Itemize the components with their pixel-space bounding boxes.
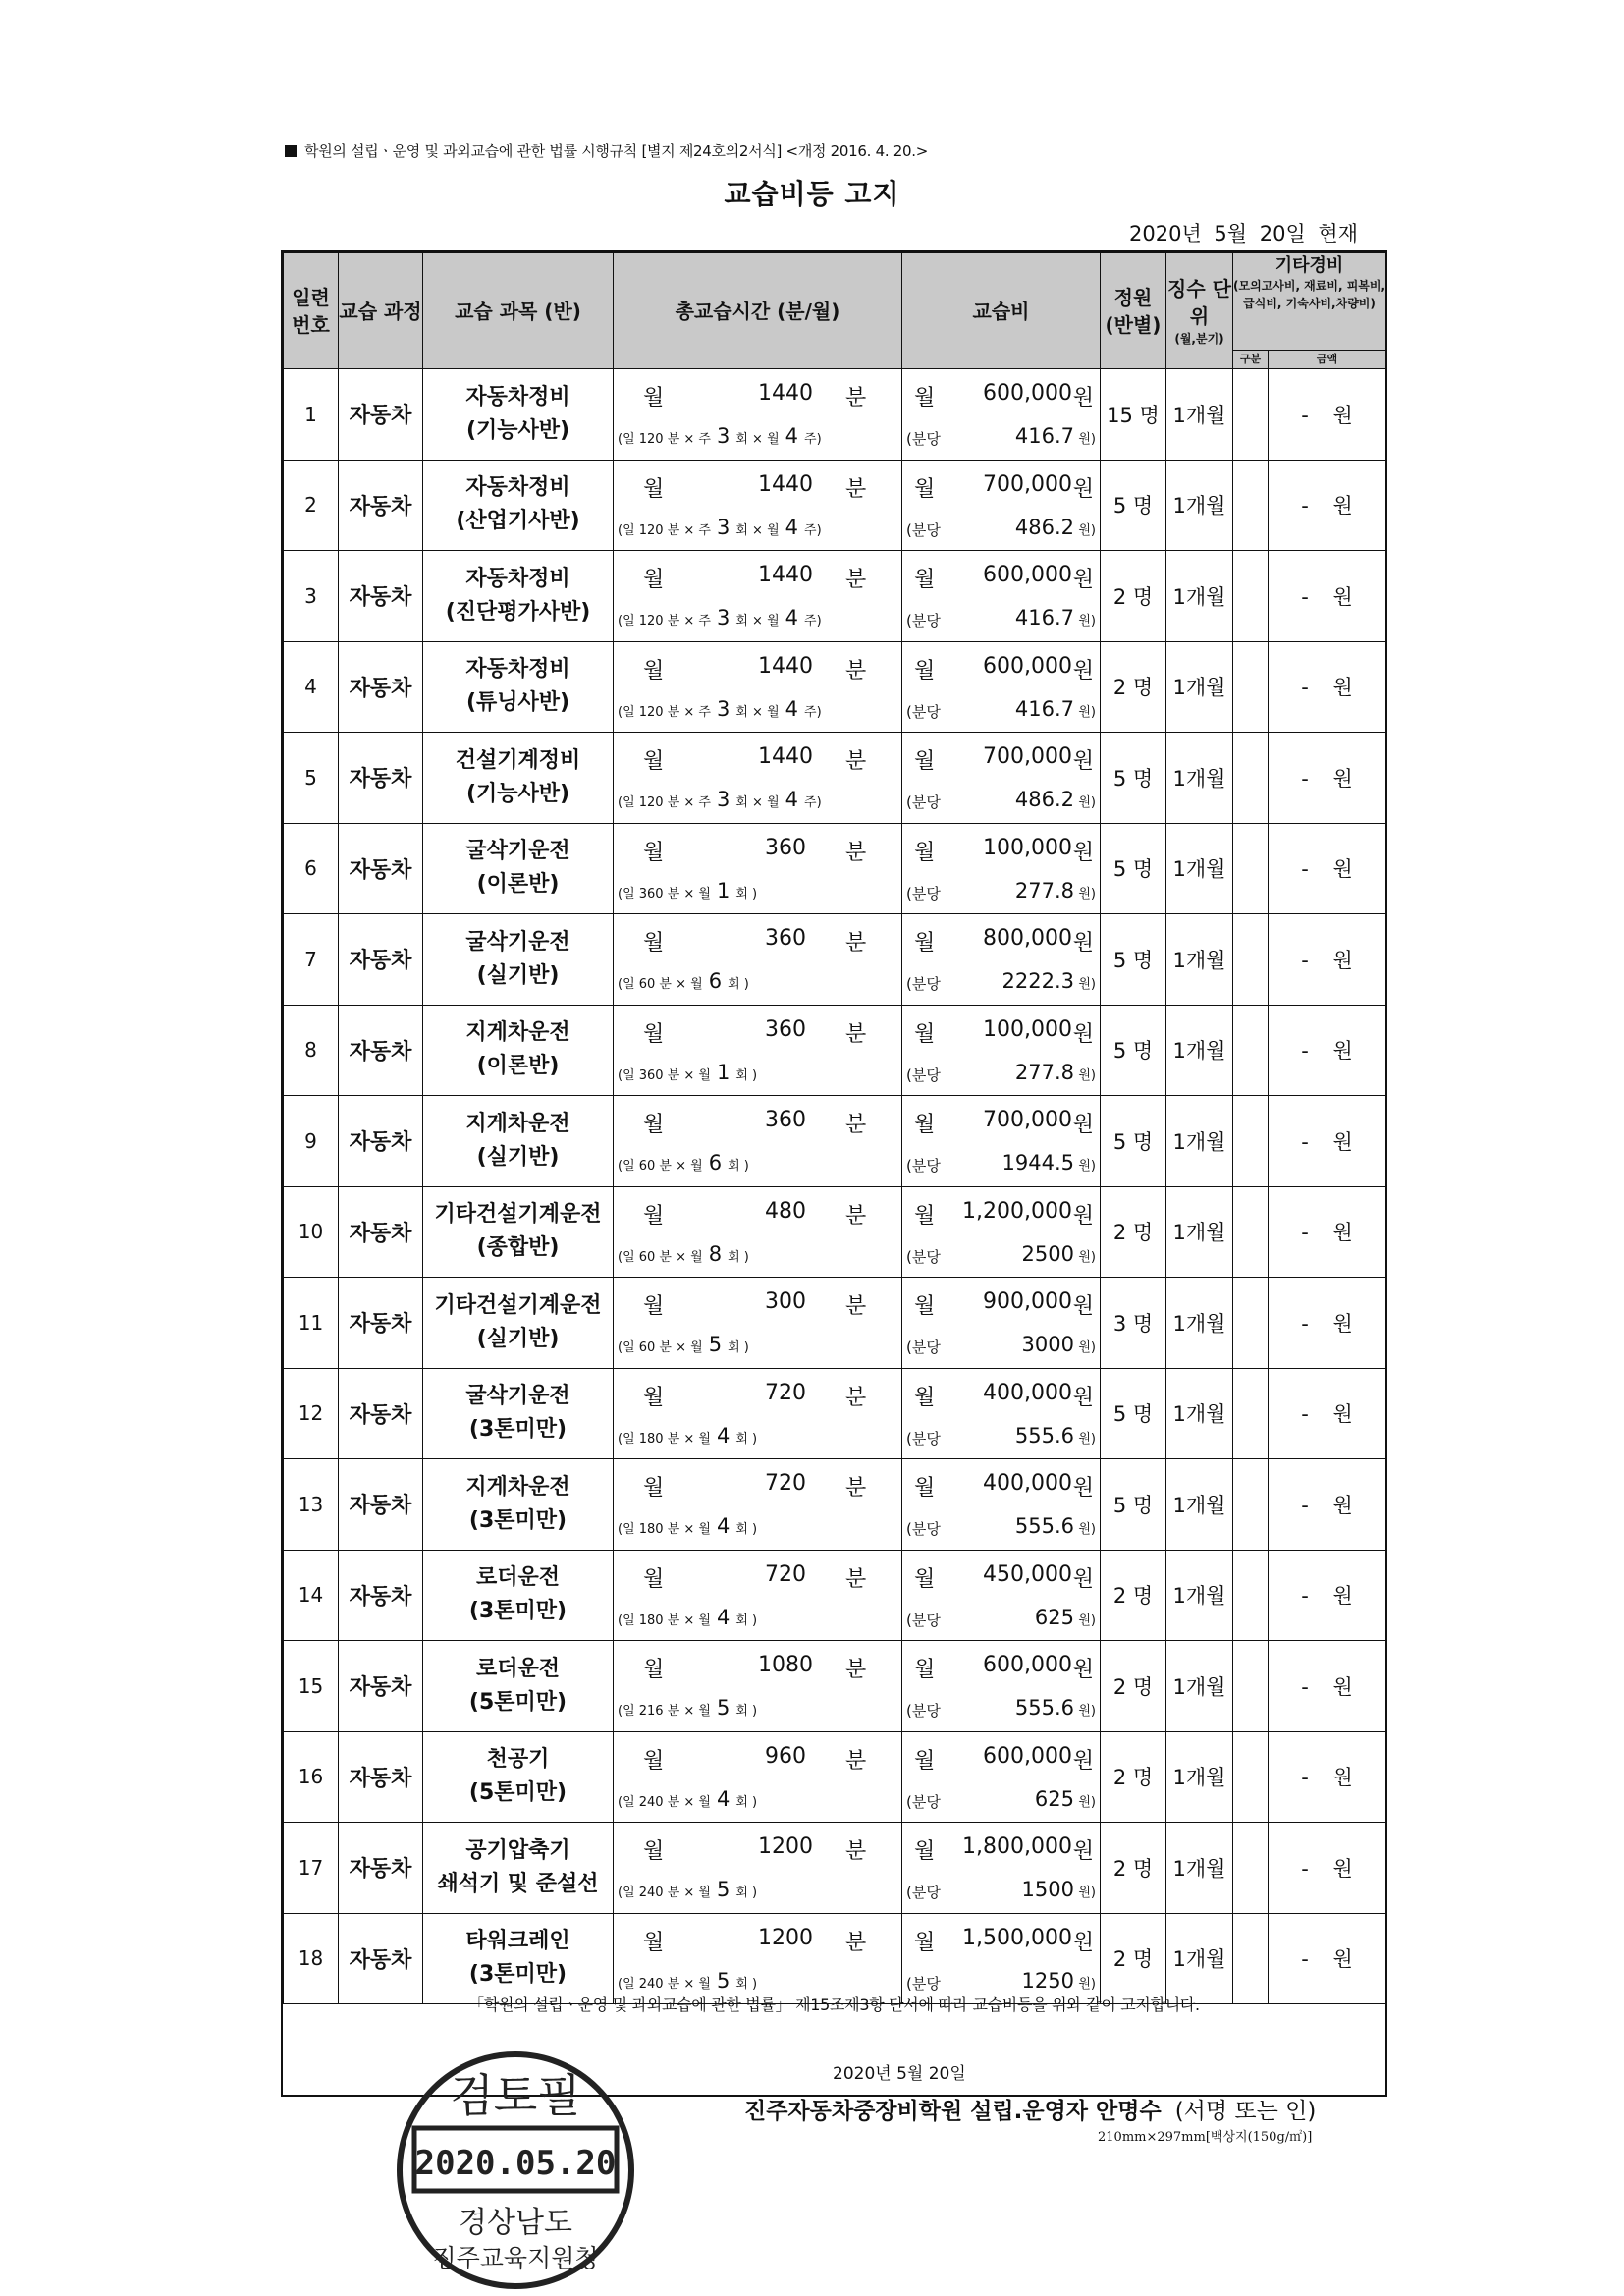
as-of-date: 2020년 5월 20일 현재 bbox=[1129, 222, 1358, 246]
row-capacity: 15 명 bbox=[1101, 369, 1166, 461]
stamp-org1: 경상남도 bbox=[459, 2206, 572, 2240]
row-etc-amount: - 원 bbox=[1269, 1550, 1386, 1641]
row-collect-unit: 1개월 bbox=[1166, 460, 1233, 551]
row-no: 10 bbox=[284, 1186, 339, 1278]
row-course: 자동차 bbox=[339, 369, 423, 461]
table-row bbox=[284, 1368, 1386, 1459]
row-subject: 기타건설기계운전 (실기반) bbox=[423, 1278, 614, 1369]
row-subject: 지게차운전 (실기반) bbox=[423, 1096, 614, 1187]
header-etc-kind: 구분 bbox=[1233, 351, 1269, 369]
row-etc-kind bbox=[1233, 1550, 1269, 1641]
table-row bbox=[284, 1096, 1386, 1187]
row-etc-amount: - 원 bbox=[1269, 1823, 1386, 1914]
footer-date: 2020년 5월 20일 bbox=[833, 2064, 966, 2084]
row-fee: 월 450,000 원 (분당 625 원) bbox=[902, 1550, 1101, 1641]
square-bullet-icon bbox=[285, 145, 297, 157]
fee-table bbox=[283, 252, 1386, 2004]
row-fee: 월 900,000 원 (분당 3000 원) bbox=[902, 1278, 1101, 1369]
row-total-time: 월 1440 분 (일 120 분 × 주 3 회 × 월 4 주) bbox=[614, 369, 902, 461]
row-etc-amount: - 원 bbox=[1269, 641, 1386, 733]
row-subject: 굴삭기운전 (3톤미만) bbox=[423, 1368, 614, 1459]
row-no: 17 bbox=[284, 1823, 339, 1914]
row-etc-amount: - 원 bbox=[1269, 551, 1386, 642]
table-row bbox=[284, 460, 1386, 551]
row-no: 18 bbox=[284, 1913, 339, 2004]
row-subject: 천공기 (5톤미만) bbox=[423, 1731, 614, 1823]
row-fee: 월 700,000 원 (분당 486.2 원) bbox=[902, 733, 1101, 824]
table-row bbox=[284, 1459, 1386, 1551]
row-etc-kind bbox=[1233, 1913, 1269, 2004]
row-subject: 공기압축기 쇄석기 및 준설선 bbox=[423, 1823, 614, 1914]
row-collect-unit: 1개월 bbox=[1166, 1278, 1233, 1369]
row-etc-kind bbox=[1233, 823, 1269, 914]
header-no: 일련 번호 bbox=[284, 253, 339, 369]
row-total-time: 월 1440 분 (일 120 분 × 주 3 회 × 월 4 주) bbox=[614, 733, 902, 824]
row-course: 자동차 bbox=[339, 1550, 423, 1641]
row-total-time: 월 960 분 (일 240 분 × 월 4 회 ) bbox=[614, 1731, 902, 1823]
row-collect-unit: 1개월 bbox=[1166, 914, 1233, 1006]
row-total-time: 월 360 분 (일 60 분 × 월 6 회 ) bbox=[614, 1096, 902, 1187]
row-course: 자동차 bbox=[339, 1913, 423, 2004]
row-no: 13 bbox=[284, 1459, 339, 1551]
row-course: 자동차 bbox=[339, 1096, 423, 1187]
row-collect-unit: 1개월 bbox=[1166, 641, 1233, 733]
row-no: 4 bbox=[284, 641, 339, 733]
row-course: 자동차 bbox=[339, 823, 423, 914]
row-etc-kind bbox=[1233, 733, 1269, 824]
table-row bbox=[284, 1278, 1386, 1369]
row-collect-unit: 1개월 bbox=[1166, 1731, 1233, 1823]
row-etc-kind bbox=[1233, 1459, 1269, 1551]
row-fee: 월 1,500,000 원 (분당 1250 원) bbox=[902, 1913, 1101, 2004]
row-no: 1 bbox=[284, 369, 339, 461]
table-row bbox=[284, 1913, 1386, 2004]
row-subject: 자동차정비 (산업기사반) bbox=[423, 460, 614, 551]
header-etc-amount: 금액 bbox=[1269, 351, 1386, 369]
table-row bbox=[284, 551, 1386, 642]
footer-notice: 「학원의 설립ㆍ운영 및 과외교습에 관한 법률」 제15조제3항 단서에 따라 교습비등을 위와 같이 고지합니다. bbox=[468, 1995, 1200, 2014]
row-no: 7 bbox=[284, 914, 339, 1006]
row-no: 11 bbox=[284, 1278, 339, 1369]
row-total-time: 월 360 분 (일 60 분 × 월 6 회 ) bbox=[614, 914, 902, 1006]
row-no: 9 bbox=[284, 1096, 339, 1187]
row-etc-amount: - 원 bbox=[1269, 1641, 1386, 1732]
row-subject: 타워크레인 (3톤미만) bbox=[423, 1913, 614, 2004]
row-capacity: 2 명 bbox=[1101, 1823, 1166, 1914]
row-course: 자동차 bbox=[339, 1005, 423, 1096]
row-collect-unit: 1개월 bbox=[1166, 733, 1233, 824]
row-fee: 월 600,000 원 (분당 416.7 원) bbox=[902, 641, 1101, 733]
row-collect-unit: 1개월 bbox=[1166, 1913, 1233, 2004]
row-etc-kind bbox=[1233, 1823, 1269, 1914]
row-course: 자동차 bbox=[339, 551, 423, 642]
table-row bbox=[284, 1823, 1386, 1914]
row-capacity: 5 명 bbox=[1101, 914, 1166, 1006]
row-total-time: 월 1200 분 (일 240 분 × 월 5 회 ) bbox=[614, 1913, 902, 2004]
row-capacity: 5 명 bbox=[1101, 823, 1166, 914]
row-capacity: 5 명 bbox=[1101, 1459, 1166, 1551]
row-course: 자동차 bbox=[339, 1731, 423, 1823]
row-collect-unit: 1개월 bbox=[1166, 1641, 1233, 1732]
row-total-time: 월 360 분 (일 360 분 × 월 1 회 ) bbox=[614, 1005, 902, 1096]
row-no: 2 bbox=[284, 460, 339, 551]
row-collect-unit: 1개월 bbox=[1166, 369, 1233, 461]
row-no: 15 bbox=[284, 1641, 339, 1732]
table-row bbox=[284, 641, 1386, 733]
row-no: 12 bbox=[284, 1368, 339, 1459]
stamp-top-text: 검토필 bbox=[450, 2069, 581, 2122]
row-fee: 월 400,000 원 (분당 555.6 원) bbox=[902, 1368, 1101, 1459]
review-stamp bbox=[393, 2043, 648, 2293]
row-capacity: 5 명 bbox=[1101, 1096, 1166, 1187]
row-subject: 로더운전 (5톤미만) bbox=[423, 1641, 614, 1732]
table-row bbox=[284, 1731, 1386, 1823]
row-course: 자동차 bbox=[339, 1186, 423, 1278]
stamp-org2: 진주교육지원청 bbox=[432, 2244, 599, 2272]
row-subject: 자동차정비 (진단평가사반) bbox=[423, 551, 614, 642]
row-etc-kind bbox=[1233, 914, 1269, 1006]
row-total-time: 월 1440 분 (일 120 분 × 주 3 회 × 월 4 주) bbox=[614, 551, 902, 642]
row-no: 16 bbox=[284, 1731, 339, 1823]
row-total-time: 월 720 분 (일 180 분 × 월 4 회 ) bbox=[614, 1459, 902, 1551]
row-capacity: 3 명 bbox=[1101, 1278, 1166, 1369]
row-collect-unit: 1개월 bbox=[1166, 823, 1233, 914]
row-fee: 월 700,000 원 (분당 486.2 원) bbox=[902, 460, 1101, 551]
row-etc-kind bbox=[1233, 369, 1269, 461]
row-total-time: 월 1440 분 (일 120 분 × 주 3 회 × 월 4 주) bbox=[614, 641, 902, 733]
row-etc-amount: - 원 bbox=[1269, 1913, 1386, 2004]
stamp-date: 2020.05.20 bbox=[414, 2144, 617, 2183]
row-fee: 월 600,000 원 (분당 416.7 원) bbox=[902, 369, 1101, 461]
header-subject: 교습 과목 (반) bbox=[423, 253, 614, 369]
table-row bbox=[284, 1005, 1386, 1096]
fee-rows bbox=[284, 369, 1386, 2004]
row-no: 5 bbox=[284, 733, 339, 824]
row-collect-unit: 1개월 bbox=[1166, 1096, 1233, 1187]
header-fee: 교습비 bbox=[902, 253, 1101, 369]
row-total-time: 월 300 분 (일 60 분 × 월 5 회 ) bbox=[614, 1278, 902, 1369]
row-etc-amount: - 원 bbox=[1269, 1459, 1386, 1551]
row-etc-kind bbox=[1233, 1186, 1269, 1278]
row-total-time: 월 1440 분 (일 120 분 × 주 3 회 × 월 4 주) bbox=[614, 460, 902, 551]
row-fee: 월 100,000 원 (분당 277.8 원) bbox=[902, 823, 1101, 914]
row-etc-amount: - 원 bbox=[1269, 1731, 1386, 1823]
row-etc-amount: - 원 bbox=[1269, 369, 1386, 461]
row-etc-amount: - 원 bbox=[1269, 914, 1386, 1006]
row-fee: 월 800,000 원 (분당 2222.3 원) bbox=[902, 914, 1101, 1006]
row-etc-amount: - 원 bbox=[1269, 1368, 1386, 1459]
row-capacity: 2 명 bbox=[1101, 1731, 1166, 1823]
row-capacity: 5 명 bbox=[1101, 1005, 1166, 1096]
row-course: 자동차 bbox=[339, 1459, 423, 1551]
row-course: 자동차 bbox=[339, 1278, 423, 1369]
row-fee: 월 1,800,000 원 (분당 1500 원) bbox=[902, 1823, 1101, 1914]
row-subject: 지게차운전 (이론반) bbox=[423, 1005, 614, 1096]
row-collect-unit: 1개월 bbox=[1166, 1005, 1233, 1096]
row-capacity: 2 명 bbox=[1101, 1550, 1166, 1641]
row-fee: 월 700,000 원 (분당 1944.5 원) bbox=[902, 1096, 1101, 1187]
row-collect-unit: 1개월 bbox=[1166, 1459, 1233, 1551]
table-row bbox=[284, 733, 1386, 824]
row-subject: 굴삭기운전 (이론반) bbox=[423, 823, 614, 914]
header-capacity: 정원 (반별) bbox=[1101, 253, 1166, 369]
row-collect-unit: 1개월 bbox=[1166, 551, 1233, 642]
row-capacity: 5 명 bbox=[1101, 733, 1166, 824]
page-title: 교습비등 고지 bbox=[724, 178, 900, 210]
header-etc: 기타경비 (모의고사비, 재료비, 피복비, 급식비, 기숙사비,차량비) bbox=[1233, 253, 1386, 351]
row-etc-amount: - 원 bbox=[1269, 1278, 1386, 1369]
row-etc-kind bbox=[1233, 1368, 1269, 1459]
header-collect-unit: 징수 단위 (월,분기) bbox=[1166, 253, 1233, 369]
row-course: 자동차 bbox=[339, 460, 423, 551]
row-no: 14 bbox=[284, 1550, 339, 1641]
row-etc-kind bbox=[1233, 1005, 1269, 1096]
row-capacity: 2 명 bbox=[1101, 1913, 1166, 2004]
row-fee: 월 600,000 원 (분당 555.6 원) bbox=[902, 1641, 1101, 1732]
row-capacity: 2 명 bbox=[1101, 641, 1166, 733]
row-course: 자동차 bbox=[339, 733, 423, 824]
row-subject: 기타건설기계운전 (종합반) bbox=[423, 1186, 614, 1278]
row-capacity: 2 명 bbox=[1101, 551, 1166, 642]
row-etc-amount: - 원 bbox=[1269, 1186, 1386, 1278]
row-fee: 월 600,000 원 (분당 416.7 원) bbox=[902, 551, 1101, 642]
row-subject: 지게차운전 (3톤미만) bbox=[423, 1459, 614, 1551]
row-course: 자동차 bbox=[339, 1368, 423, 1459]
row-capacity: 5 명 bbox=[1101, 460, 1166, 551]
header-total-time: 총교습시간 (분/월) bbox=[614, 253, 902, 369]
row-no: 3 bbox=[284, 551, 339, 642]
row-fee: 월 100,000 원 (분당 277.8 원) bbox=[902, 1005, 1101, 1096]
header-course: 교습 과정 bbox=[339, 253, 423, 369]
row-etc-kind bbox=[1233, 551, 1269, 642]
row-etc-amount: - 원 bbox=[1269, 1005, 1386, 1096]
row-etc-amount: - 원 bbox=[1269, 460, 1386, 551]
row-total-time: 월 1080 분 (일 216 분 × 월 5 회 ) bbox=[614, 1641, 902, 1732]
row-course: 자동차 bbox=[339, 1641, 423, 1732]
table-row bbox=[284, 369, 1386, 461]
row-no: 6 bbox=[284, 823, 339, 914]
row-etc-kind bbox=[1233, 1278, 1269, 1369]
row-subject: 자동차정비 (기능사반) bbox=[423, 369, 614, 461]
row-course: 자동차 bbox=[339, 1823, 423, 1914]
row-course: 자동차 bbox=[339, 914, 423, 1006]
table-row bbox=[284, 1186, 1386, 1278]
row-etc-amount: - 원 bbox=[1269, 733, 1386, 824]
signer: 진주자동차중장비학원 설립.운영자 안명수 (서명 또는 인) bbox=[744, 2099, 1317, 2124]
row-total-time: 월 360 분 (일 360 분 × 월 1 회 ) bbox=[614, 823, 902, 914]
row-subject: 굴삭기운전 (실기반) bbox=[423, 914, 614, 1006]
row-capacity: 2 명 bbox=[1101, 1641, 1166, 1732]
row-collect-unit: 1개월 bbox=[1166, 1368, 1233, 1459]
row-course: 자동차 bbox=[339, 641, 423, 733]
row-subject: 건설기계정비 (기능사반) bbox=[423, 733, 614, 824]
legal-basis: 학원의 설립ㆍ운영 및 과외교습에 관한 법률 시행규칙 [별지 제24호의2서식] <개정 2016. 4. 20.> bbox=[285, 140, 928, 161]
row-etc-kind bbox=[1233, 1641, 1269, 1732]
row-capacity: 5 명 bbox=[1101, 1368, 1166, 1459]
row-subject: 로더운전 (3톤미만) bbox=[423, 1550, 614, 1641]
row-etc-amount: - 원 bbox=[1269, 1096, 1386, 1187]
row-no: 8 bbox=[284, 1005, 339, 1096]
row-collect-unit: 1개월 bbox=[1166, 1823, 1233, 1914]
row-fee: 월 600,000 원 (분당 625 원) bbox=[902, 1731, 1101, 1823]
table-row bbox=[284, 1550, 1386, 1641]
row-total-time: 월 720 분 (일 180 분 × 월 4 회 ) bbox=[614, 1550, 902, 1641]
row-collect-unit: 1개월 bbox=[1166, 1550, 1233, 1641]
row-subject: 자동차정비 (튜닝사반) bbox=[423, 641, 614, 733]
row-total-time: 월 720 분 (일 180 분 × 월 4 회 ) bbox=[614, 1368, 902, 1459]
row-fee: 월 1,200,000 원 (분당 2500 원) bbox=[902, 1186, 1101, 1278]
table-row bbox=[284, 1641, 1386, 1732]
paper-spec: 210mm×297mm[백상지(150g/㎡)] bbox=[1098, 2130, 1313, 2145]
row-total-time: 월 480 분 (일 60 분 × 월 8 회 ) bbox=[614, 1186, 902, 1278]
fee-notice-sheet bbox=[281, 250, 1387, 2145]
row-etc-kind bbox=[1233, 641, 1269, 733]
row-capacity: 2 명 bbox=[1101, 1186, 1166, 1278]
table-row bbox=[284, 914, 1386, 1006]
row-etc-kind bbox=[1233, 1731, 1269, 1823]
row-collect-unit: 1개월 bbox=[1166, 1186, 1233, 1278]
table-row bbox=[284, 823, 1386, 914]
row-fee: 월 400,000 원 (분당 555.6 원) bbox=[902, 1459, 1101, 1551]
row-etc-amount: - 원 bbox=[1269, 823, 1386, 914]
row-etc-kind bbox=[1233, 1096, 1269, 1187]
row-etc-kind bbox=[1233, 460, 1269, 551]
row-total-time: 월 1200 분 (일 240 분 × 월 5 회 ) bbox=[614, 1823, 902, 1914]
